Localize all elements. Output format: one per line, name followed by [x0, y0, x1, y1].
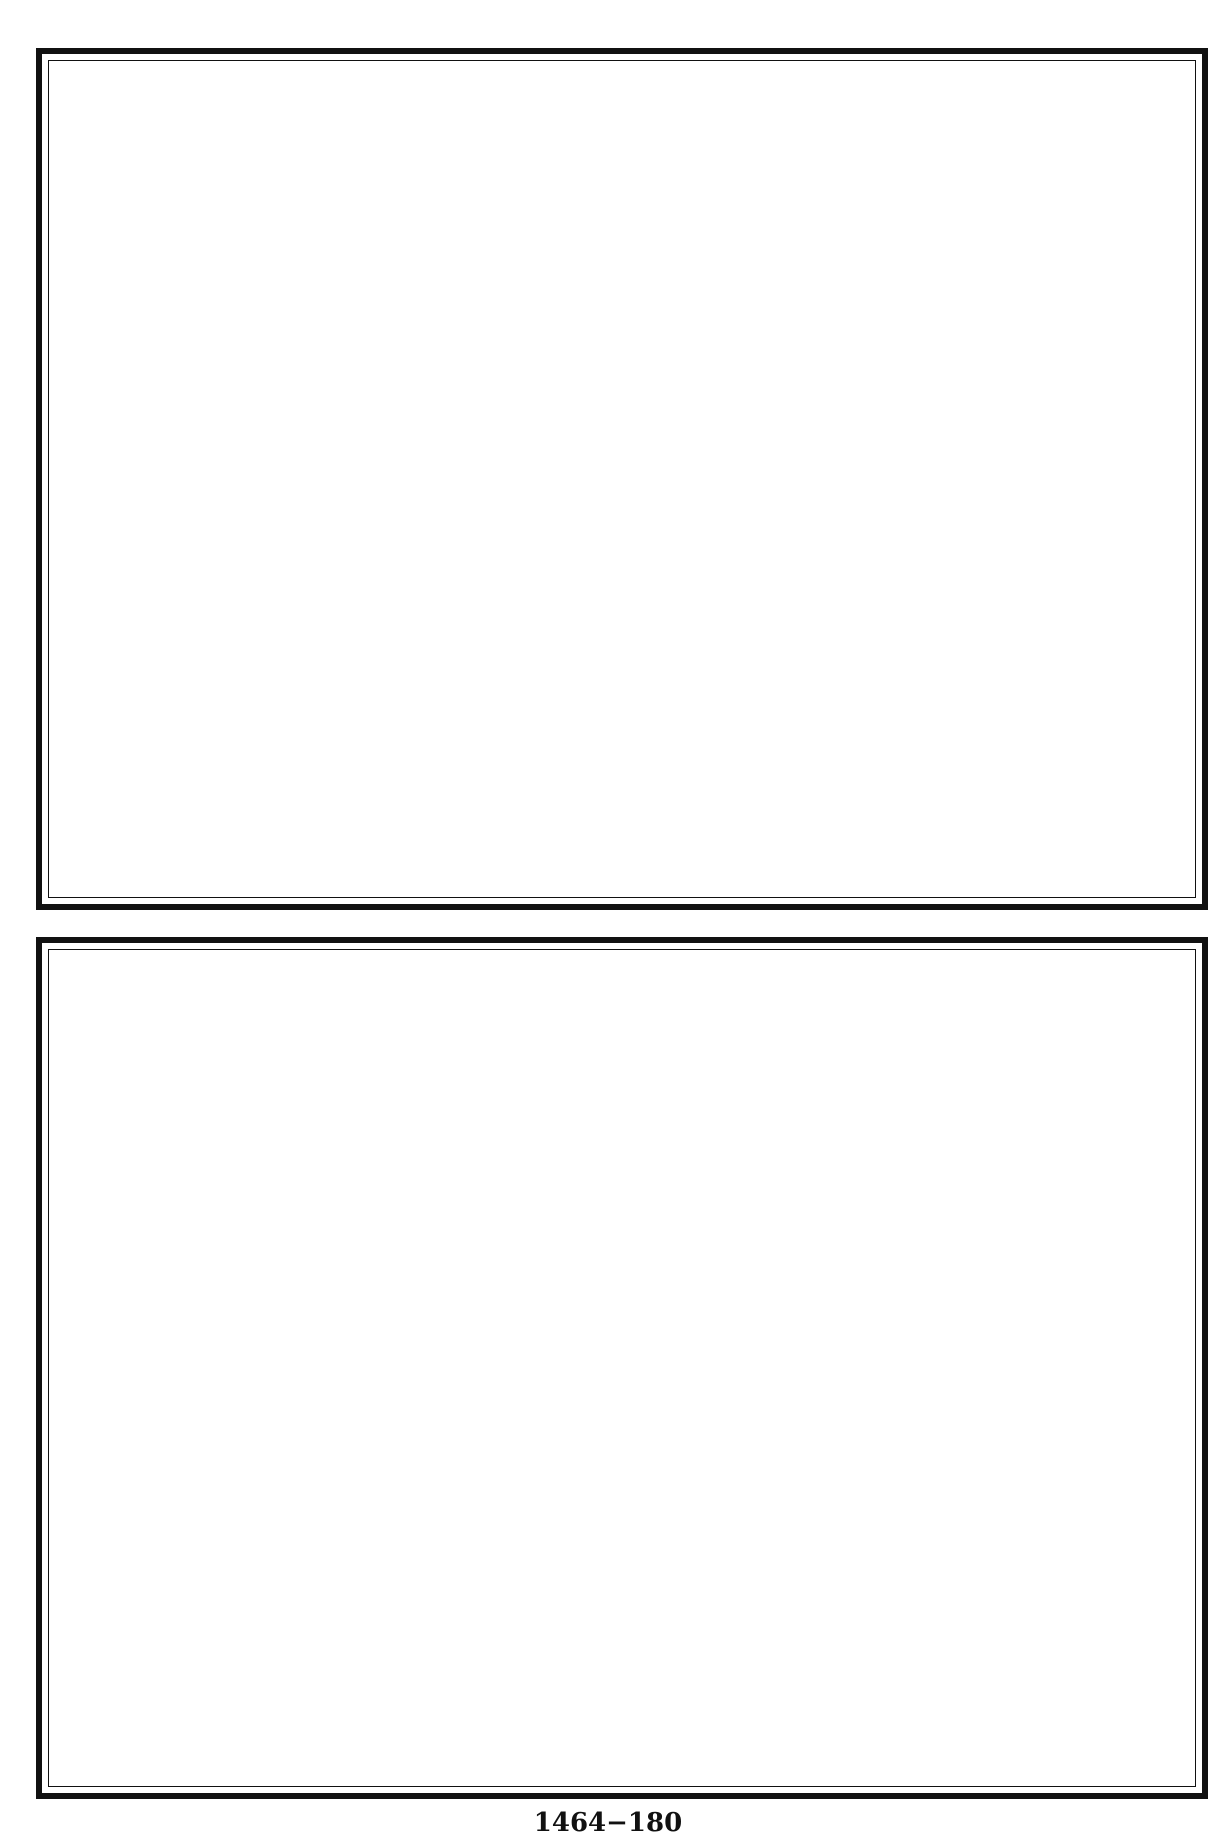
page-lower — [36, 937, 1208, 1799]
columns-upper — [52, 64, 1192, 894]
page-upper — [36, 48, 1208, 910]
columns-lower — [52, 953, 1192, 1783]
page-number: 1464−180 — [533, 1808, 683, 1838]
